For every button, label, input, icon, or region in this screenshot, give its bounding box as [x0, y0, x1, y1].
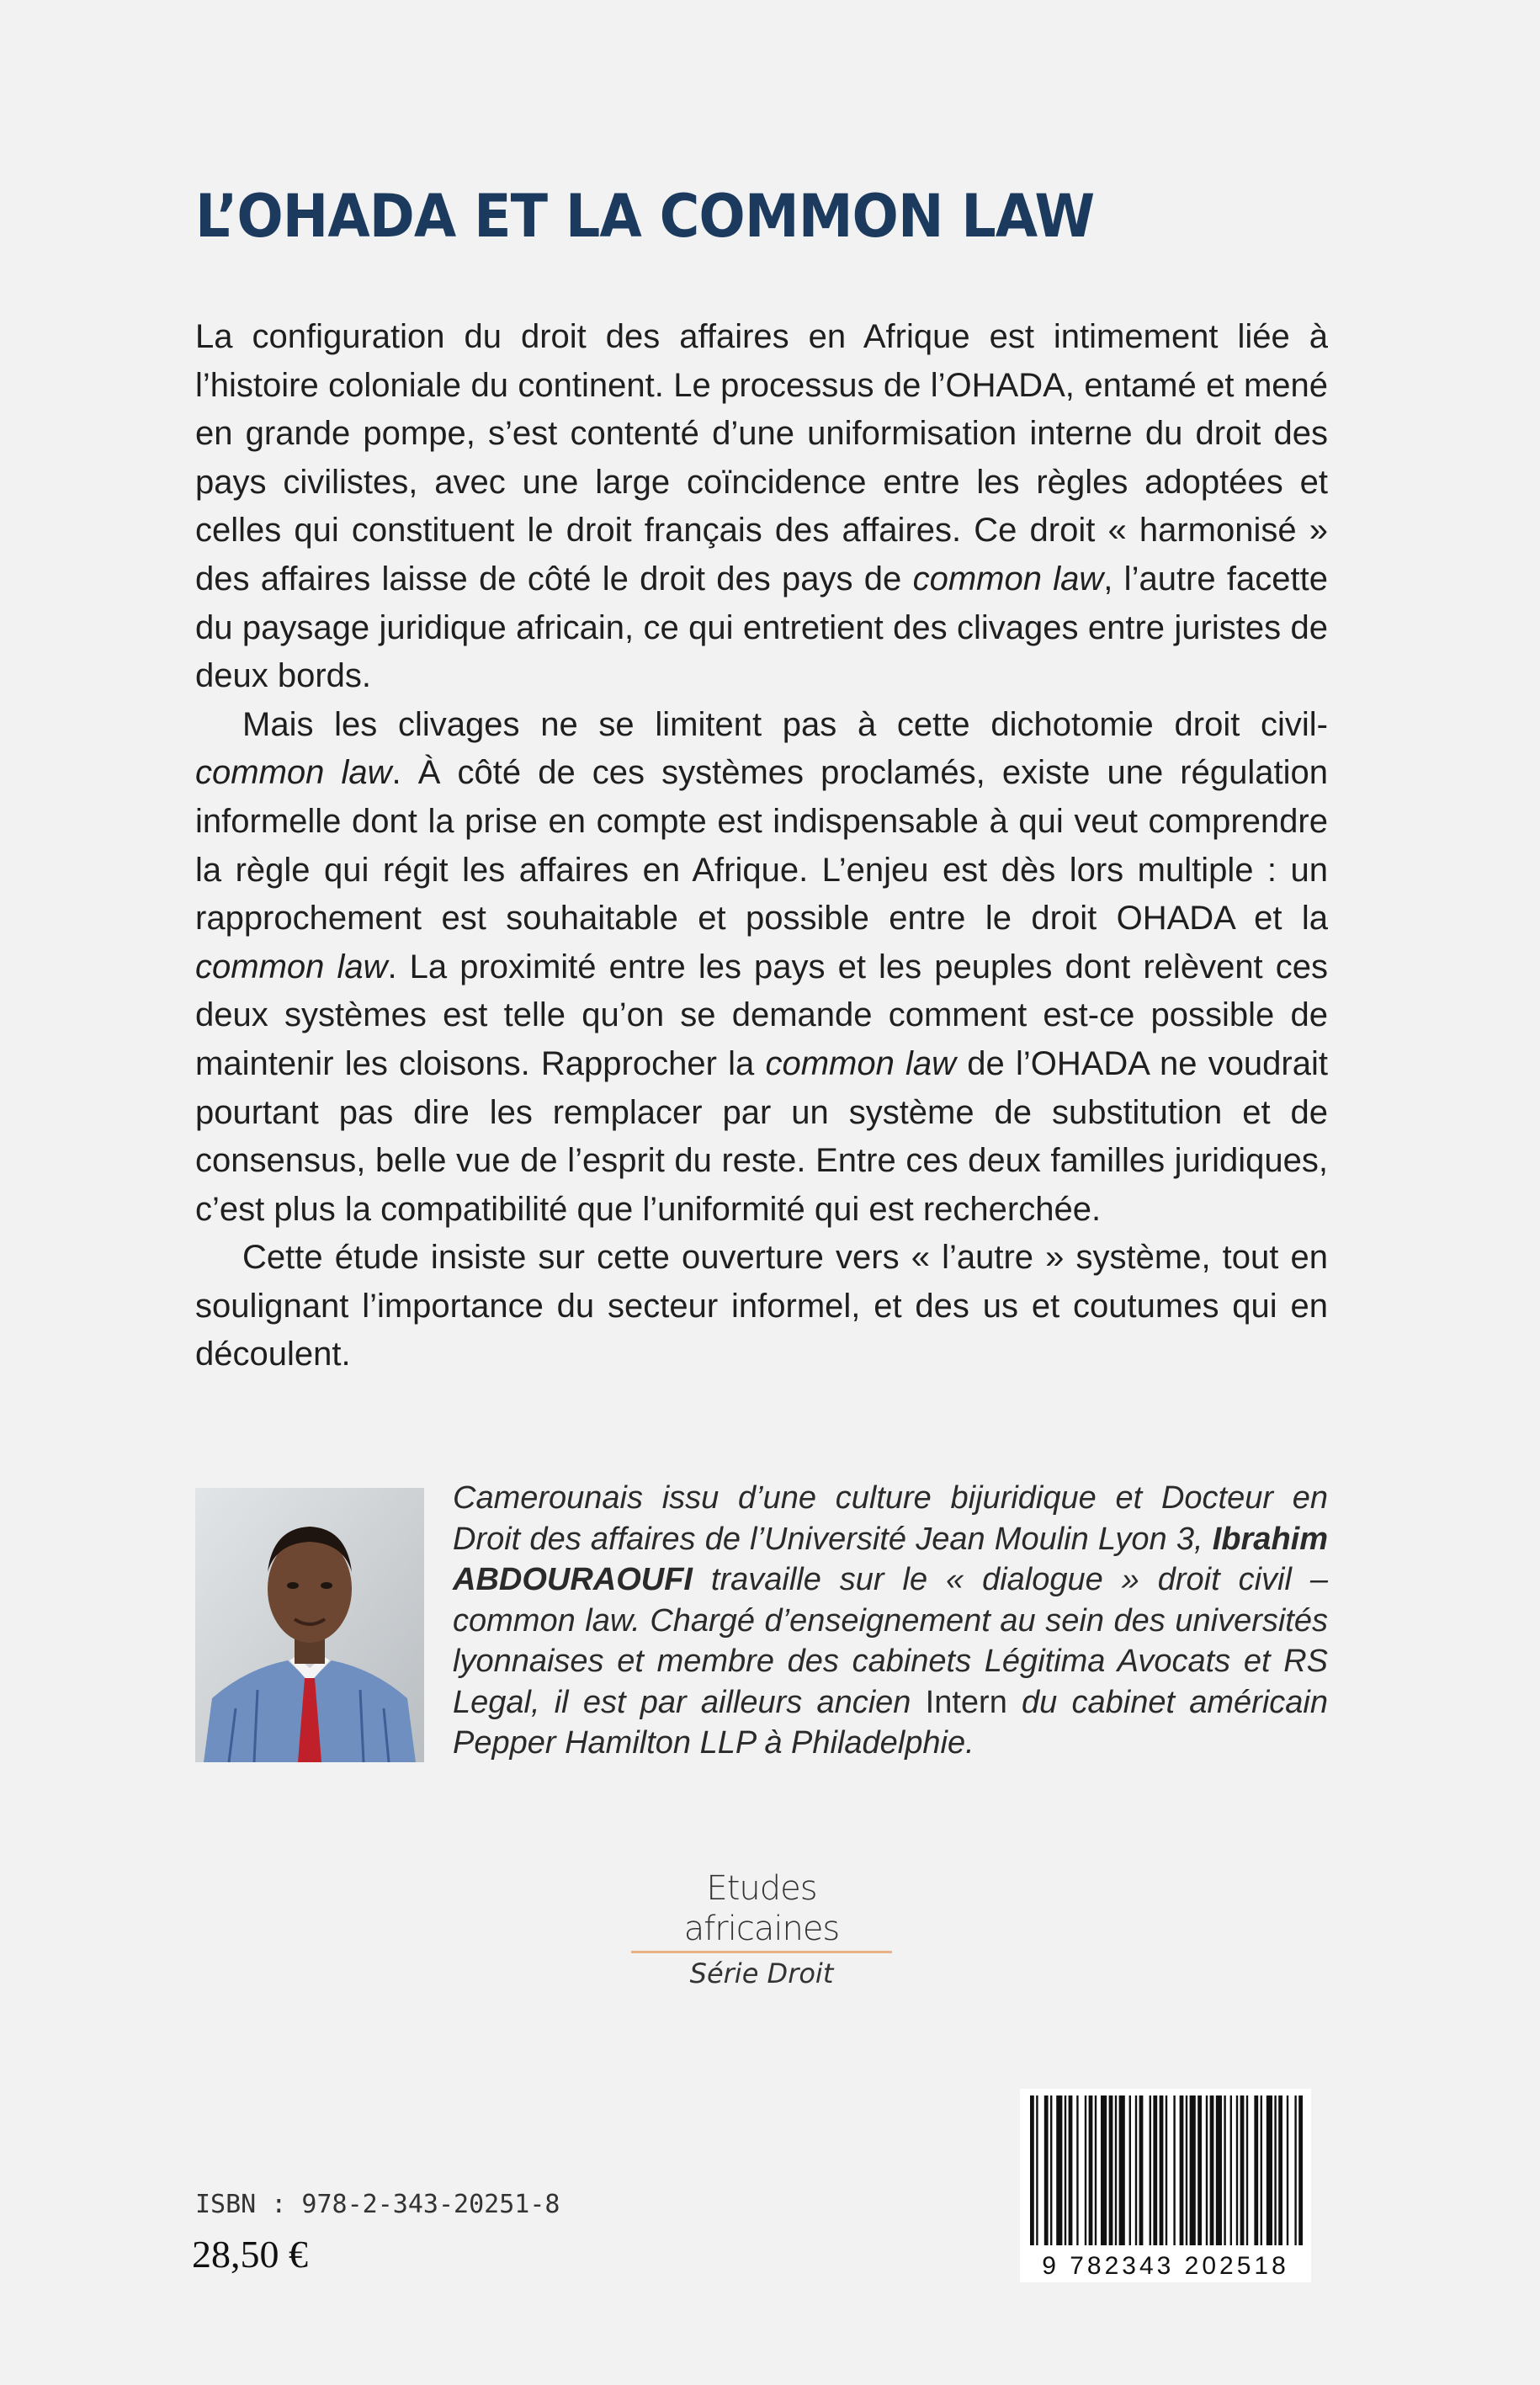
barcode-bar	[1240, 2096, 1245, 2245]
barcode-bar	[1069, 2096, 1073, 2245]
barcode-bar	[1287, 2096, 1288, 2245]
barcode-bar	[1065, 2096, 1066, 2245]
barcode-bar	[1197, 2096, 1202, 2245]
barcode-bar	[1153, 2096, 1157, 2245]
barcode-bar	[1274, 2096, 1276, 2245]
barcode-bar	[1261, 2096, 1262, 2245]
barcode-bar	[1180, 2096, 1184, 2245]
barcode-bar	[1030, 2096, 1034, 2245]
blurb-paragraph-1: La configuration du droit des affaires en Afrique est intimement liée à l’histoire coloniale du continent. Le processus de l’OHADA, entamé et mené en grande pompe, s’est contenté d’une uniformisation interne du droit des pays civilistes, avec une large coïncidence entre les règles adoptées et celles qui constituent le droit français des affaires. Ce droit « harmonisé » des affaires laisse de côté le droit des pays de common law, l’autre facette du paysage juridique africain, ce qui entretient des clivages entre juristes de deux bords.	[195, 318, 1328, 695]
barcode-bar	[1139, 2096, 1144, 2245]
barcode-digits: 9 782343 202518	[1042, 2252, 1289, 2280]
barcode-bar	[1050, 2096, 1052, 2245]
barcode-bar	[1216, 2096, 1222, 2245]
barcode-bar	[1294, 2096, 1296, 2245]
barcode-bar	[1206, 2096, 1208, 2245]
author-bio: Camerounais issu d’une culture bijuridique et Docteur en Droit des affaires de l’Université Jean Moulin Lyon 3, Ibrahim ABDOURAOUFI travaille sur le « dialogue » droit civil – common law. Chargé d’enseignement au sein des universités lyonnaises et membre des cabinets Légitima Avocats et RS Legal, il est par ailleurs ancien Intern du cabinet américain Pepper Hamilton LLP à Philadelphie.	[453, 1480, 1328, 1761]
barcode-bar	[1095, 2096, 1097, 2245]
barcode-bar	[1101, 2096, 1107, 2245]
barcode-bar	[1150, 2096, 1151, 2245]
series-name: Etudes africaines	[683, 1869, 840, 1948]
author-photo	[195, 1488, 424, 1762]
barcode-bar	[1186, 2096, 1187, 2245]
barcode-bar	[1267, 2096, 1272, 2245]
isbn-number: ISBN : 978-2-343-20251-8	[195, 2190, 560, 2219]
barcode-bar	[1224, 2096, 1225, 2245]
barcode-bar	[1246, 2096, 1248, 2245]
barcode-bar	[1085, 2096, 1086, 2245]
barcode-bar	[1089, 2096, 1093, 2245]
barcode-bars	[1020, 2089, 1311, 2249]
series-subtitle: Série Droit	[689, 1957, 834, 1989]
series-divider	[631, 1951, 892, 1953]
barcode-bar	[1298, 2096, 1303, 2245]
barcode-bar	[1278, 2096, 1282, 2245]
barcode-bar	[1190, 2096, 1196, 2245]
barcode-bar	[1254, 2096, 1258, 2245]
barcode-bar	[1210, 2096, 1214, 2245]
barcode-bar	[1044, 2096, 1049, 2245]
barcode-bar	[1056, 2096, 1062, 2245]
barcode-bar	[1109, 2096, 1113, 2245]
barcode-bar	[1036, 2096, 1038, 2245]
blurb-paragraph-3: Cette étude insiste sur cette ouverture vers « l’autre » système, tout en soulignant l’importance du secteur informel, et des us et coutumes qui en découlent.	[195, 1239, 1328, 1373]
barcode-bar	[1135, 2096, 1137, 2245]
barcode-bar	[1119, 2096, 1125, 2245]
barcode-bar	[1236, 2096, 1238, 2245]
book-title: L’OHADA ET LA COMMON LAW	[195, 182, 1095, 251]
barcode-bar	[1129, 2096, 1131, 2245]
barcode-bar	[1076, 2096, 1078, 2245]
price: 28,50 €	[192, 2233, 308, 2276]
author-name: Ibrahim ABDOURAOUFI	[453, 1521, 1328, 1597]
barcode-bar	[1173, 2096, 1175, 2245]
back-cover-blurb	[195, 313, 1328, 1379]
blurb-paragraph-2: Mais les clivages ne se limitent pas à cette dichotomie droit civil-common law. À côté de ces systèmes proclamés, existe une régulation informelle dont la prise en compte est indispensable à qui veut comprendre la règle qui régit les affaires en Afrique. L’enjeu est dès lors multiple : un rapprochement est souhaitable et possible entre le droit OHADA et la common law. La proximité entre les pays et les peuples dont relèvent ces deux systèmes est telle qu’on se demande comment est-ce possible de maintenir les cloisons. Rapprocher la common law de l’OHADA ne voudrait pourtant pas dire les remplacer par un système de substitution et de consensus, belle vue de l’esprit du reste. Entre ces deux familles juridiques, c’est plus la compatibilité que l’uniformité qui est recherchée.	[195, 705, 1328, 1228]
barcode	[1020, 2089, 1311, 2282]
barcode-bar	[1115, 2096, 1117, 2245]
series-label	[631, 1868, 892, 1992]
barcode-bar	[1166, 2096, 1167, 2245]
barcode-bar	[1230, 2096, 1232, 2245]
barcode-bar	[1160, 2096, 1164, 2245]
